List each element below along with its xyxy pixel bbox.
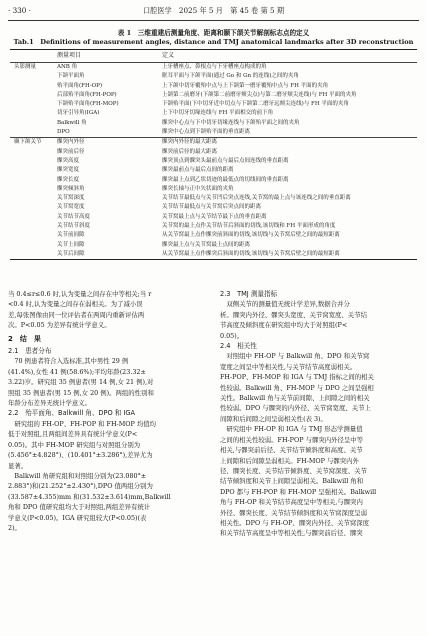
text-line: <0.4 时,认为变量之间存在弱相关。为了减小误 (8, 300, 143, 309)
text-line: 研究组中 FH-OP 和 IGA 与 TMJ 形态学测量值 (220, 425, 363, 434)
text-line: 上间隙和后间隙呈弱相关。FH-MOP 与髁突内外 (220, 456, 359, 465)
table-cell-item: 后部殆平面角(FH-POP) (57, 91, 117, 98)
table-row (10, 100, 417, 109)
table-body (10, 63, 417, 259)
text-line: 照组 35 例患者(男 15 例,女 20 例)。两组的性别和 (8, 388, 154, 397)
text-line: (41.4%),女性 41 例(58.6%);平均年龄(23.32± (8, 367, 146, 376)
text-line: 当 0.4≤r≤0.6 时,认为变量之间存在中等相关;当 r (8, 290, 152, 298)
table-cell-def: 上牙槽座点、鼻根点与下牙槽座点构成的角 (162, 64, 267, 70)
table-cell-item: 关节窝宽度 (57, 204, 85, 211)
text-line: 0.05)。其中 FH-MOP 研究组与对照组分别为 (8, 440, 141, 449)
text-line: 外径、髁突长度、关节结节倾斜度和关节窝深度呈弱 (220, 508, 367, 517)
left-column (8, 289, 209, 533)
table-cell-def: 上颌第二前磨牙(下颌第二前磨牙颊尖点)与第二磨牙颊尖连线)与 FH 平面的夹角 (162, 91, 357, 98)
table-header-row (10, 50, 417, 62)
table-cell-def: 髁突内外径的最大距离 (162, 139, 218, 146)
table-cell-def: 关节窝最上点与关节结节最下点的垂直距离 (162, 213, 267, 220)
table-cell-def: 上下颌中切牙覆殆中点与上下颌第一磨牙覆殆中点与 FH 平面的夹角 (162, 82, 329, 89)
table-cell-def: 从关节窝最上点作髁突前斜面的切线,该切线与关节窝后壁之间的最短距离 (162, 232, 340, 239)
table-cell-def: 上下中切牙切缘连线与 FH 平面相交的前下角 (162, 110, 274, 117)
text-line: 对照组中 FH-OP 与 Balkwill 角、DPO 和关节窝 (220, 352, 370, 361)
text-line: 2.883°)和(21.252°±2.430°),DPO 值两组分别为 (8, 482, 153, 491)
text-line: 角和 DPO 值研究组均大于对照组,两组差异有统计 (8, 503, 151, 512)
table-cell-item: 下颌平面角 (57, 73, 85, 80)
table-cell-item: 殆平面角(FH-OP) (57, 82, 102, 89)
table-cell-item: 下颌殆平面角(FH-MOP) (57, 101, 119, 108)
table-row (10, 231, 417, 240)
table-row (10, 185, 417, 194)
journal-running-head: 口腔医学 2025 年 5 月 第 45 卷 第 5 期 (142, 6, 285, 15)
text-line: DPO 都与 FH-POP 和 FH-MOP 呈强相关。Balkwill (220, 487, 377, 496)
table-cell-def: 从关节窝最上点作髁突后斜面的切线,该切线与关节窝后壁之间的最短距离 (162, 250, 340, 257)
text-line: Balkwill 角研究组和对照组分别为(23.080°± (8, 471, 147, 480)
table-caption-en: Tab.1 Definitions of measurement angles, distance and TMJ anatomical landmarks after 3D reconstruction (13, 38, 414, 46)
table-cell-def: 关节结节最低点与关节窝后突点间的距离 (162, 204, 262, 211)
table-row (10, 250, 417, 259)
text-line: 3.22)岁。研究组 35 例患者(男 14 例,女 21 例),对 (8, 378, 154, 387)
table-cell-def: 髁突顶点到髁突头最前点与最后点间连线的垂直距离 (162, 157, 289, 164)
text-line: 双侧关节的测量值无统计学差异,数据合并分 (220, 300, 350, 309)
text-line: 之间的相关性较弱。FH-POP 与髁突内外径呈中等 (220, 435, 364, 444)
table-cell-def: 髁突最上点到乙状切迹的最低点的切线间的垂直距离 (162, 176, 289, 183)
table-cell-item: 切牙引导角(IGA) (57, 110, 100, 117)
table-cell-def: 下颌殆平面(下中切牙近中切点与下颌第二磨牙远颊尖连线)与 FH 平面的夹角 (162, 101, 349, 108)
table-row (10, 213, 417, 222)
text-line: 径、髁突长度、关节结节倾斜度、关节窝深度、关节 (220, 466, 367, 475)
header-definition: 定义 (162, 52, 175, 59)
table-cell-item: Balkwill 角 (57, 119, 87, 126)
paragraph-2-2 (8, 419, 209, 533)
text-line: 和关节结节高度呈中等相关性,与髁突前后径、髁突 (220, 529, 363, 538)
subsection-heading-2-2: 2.2 殆平面角、Balkwill 角、DPO 和 IGA (8, 409, 136, 418)
text-line: 结节倾斜度和关节上间隙呈弱相关。Balkwill 角和 (220, 477, 364, 486)
table-bottom-rule (10, 259, 417, 260)
text-line: 年龄分布差异无统计学意义。 (8, 399, 92, 408)
text-line: 析。髁突内外径、髁突头宽度、关节窝宽度、关节结 (220, 310, 367, 319)
table-cell-item: ANB 角 (57, 64, 78, 70)
header-item: 测量项目 (57, 52, 82, 59)
table-cell-item: 关节结节高度 (57, 213, 91, 220)
table-cell-item: 髁突高度 (57, 157, 80, 164)
text-line: 研究组的 FH-OP、FH-POP 和 FH-MOP 均值均 (8, 419, 156, 428)
text-line: 宽度之间呈中等相关性,与关节结节高度弱相关。 (220, 362, 357, 371)
table-cell-item: 髁突宽度 (57, 167, 80, 174)
subsection-heading-2-3: 2.3 TMJ 测量指标 (220, 290, 278, 298)
paragraph-2-1 (8, 356, 209, 408)
table-caption-cn: 表 1 三维重建后测量角度、距离和颞下颌关节解剖标志点的定义 (117, 29, 310, 37)
table-cell-item: 髁突倾斜角 (57, 185, 85, 192)
table-cell-def: 髁突中心点与下中切牙切缘连线与下颌殆平面之间的夹角 (162, 119, 300, 126)
table-row (10, 203, 417, 212)
table-row (10, 176, 417, 185)
table-cell-def: 眶耳平面与下颌平面(通过 Go 和 Gn 的连线)之间的夹角 (162, 73, 299, 80)
text-line: 相关,与髁突前后径、关节结节倾斜度和高度、关节 (220, 446, 363, 455)
text-line: 低于对照组,且两组间差异具有统计学意义(P< (8, 430, 138, 439)
table-row (10, 157, 417, 166)
table-row (10, 109, 417, 118)
text-line: 差,每张图像由同一位评估者在两周内重新评估两 (8, 310, 145, 319)
table-row (10, 194, 417, 203)
table-row (10, 119, 417, 128)
text-line: 70 例患者符合入选标准,其中男性 29 例 (8, 357, 129, 366)
table-cell-def: 髁突中心点到下颌殆平面的垂直距离 (162, 129, 251, 136)
table-row (10, 91, 417, 100)
table-cell-item: 关节结节斜度 (57, 223, 91, 230)
text-line: (33.587±4.355)mm 和(31.532±3.614)mm,Balkwill (8, 492, 171, 501)
text-line: 节高度及倾斜度在研究组中均大于对照组(P< (220, 321, 348, 330)
paragraph-2-4 (220, 351, 420, 538)
section-heading-results: 2 结 果 (8, 334, 41, 343)
table-row (10, 222, 417, 231)
text-line: 关性。Balkwill 角与关节前间隙、上间隙之间的相关 (220, 394, 370, 403)
page-header (8, 6, 419, 18)
table-cell-item: 关节上间隙 (57, 241, 85, 248)
text-line: 相关性。DPO 与 FH-OP、髁突内外径、关节窝深度 (220, 518, 370, 527)
right-column (220, 289, 420, 539)
table-cell-group: 头影测量 (14, 64, 37, 70)
subsection-heading-2-1: 2.1 患者分布 (8, 347, 52, 356)
text-line: 性较弱。Balkwill 角、FH-MOP 与 DPO 之间呈强相 (220, 383, 374, 392)
table-row (10, 148, 417, 157)
table-cell-group: 颞下颌关节 (14, 139, 42, 146)
table-cell-item: 髁突内外径 (57, 139, 85, 146)
table-cell-item: 髁突长度 (57, 176, 80, 183)
text-line: 0.05)。 (220, 331, 244, 340)
text-line: 性较弱。DPO 与髁突的内外径、关节窝宽度、关节上 (220, 404, 371, 413)
text-line: 显著。 (8, 461, 28, 470)
intro-paragraph (8, 289, 209, 331)
table-cell-item: 关节前间隙 (57, 232, 85, 239)
definitions-table (10, 49, 417, 260)
table-row (10, 128, 417, 137)
table-cell-item: DPO (57, 129, 70, 136)
text-line: (5.456°±4.828°)、(10.401°±3.286°),差异尤为 (8, 451, 153, 460)
text-line: FH-POP、FH-MOP 和 IGA 与 TMJ 指标之间的相关 (220, 373, 374, 382)
page-number: · 330 · (8, 6, 31, 15)
table-row (10, 72, 417, 81)
table-row (10, 138, 417, 147)
table-cell-def: 关节窝的最上点作关节结节后斜面的切线,该切线和 FH 平面形成的角度 (162, 223, 336, 230)
table-row (10, 63, 417, 72)
table-cell-def: 髁突前后径的最大距离 (162, 148, 218, 155)
table-cell-item: 关节后间隙 (57, 250, 85, 257)
table-cell-def: 关节结节最低点与关节凹后突点连线,关节窝的最上点与该连线之间的垂直距离 (162, 195, 351, 202)
table-cell-item: 髁突前后径 (57, 148, 85, 155)
text-line: 2)。 (8, 523, 21, 532)
header-rule (8, 20, 419, 21)
paragraph-2-3 (220, 299, 420, 341)
text-line: 间隙和后间隙之间呈弱相关性(表 3)。 (220, 414, 327, 423)
table-row (10, 166, 417, 175)
table-cell-item: 关节窝深度 (57, 195, 85, 202)
table-cell-def: 髁突最上点与关节窝最上点间的距离 (162, 241, 251, 248)
table-cell-def: 髁突最前点与最后点间的距离 (162, 167, 234, 174)
text-line: 次。P<0.05 为差异有统计学意义。 (8, 321, 111, 330)
subsection-heading-2-4: 2.4 相关性 (220, 342, 257, 351)
text-line: 学意义(P<0.05)。IGA 研究组较大(P<0.05)(表 (8, 513, 147, 522)
table-cell-def: 髁突长轴与正中矢状面的夹角 (162, 185, 234, 192)
table-row (10, 82, 417, 91)
text-line: 角与 FH-OP 和关节结节高度呈中等相关,与髁突内 (220, 498, 363, 507)
table-row (10, 241, 417, 250)
